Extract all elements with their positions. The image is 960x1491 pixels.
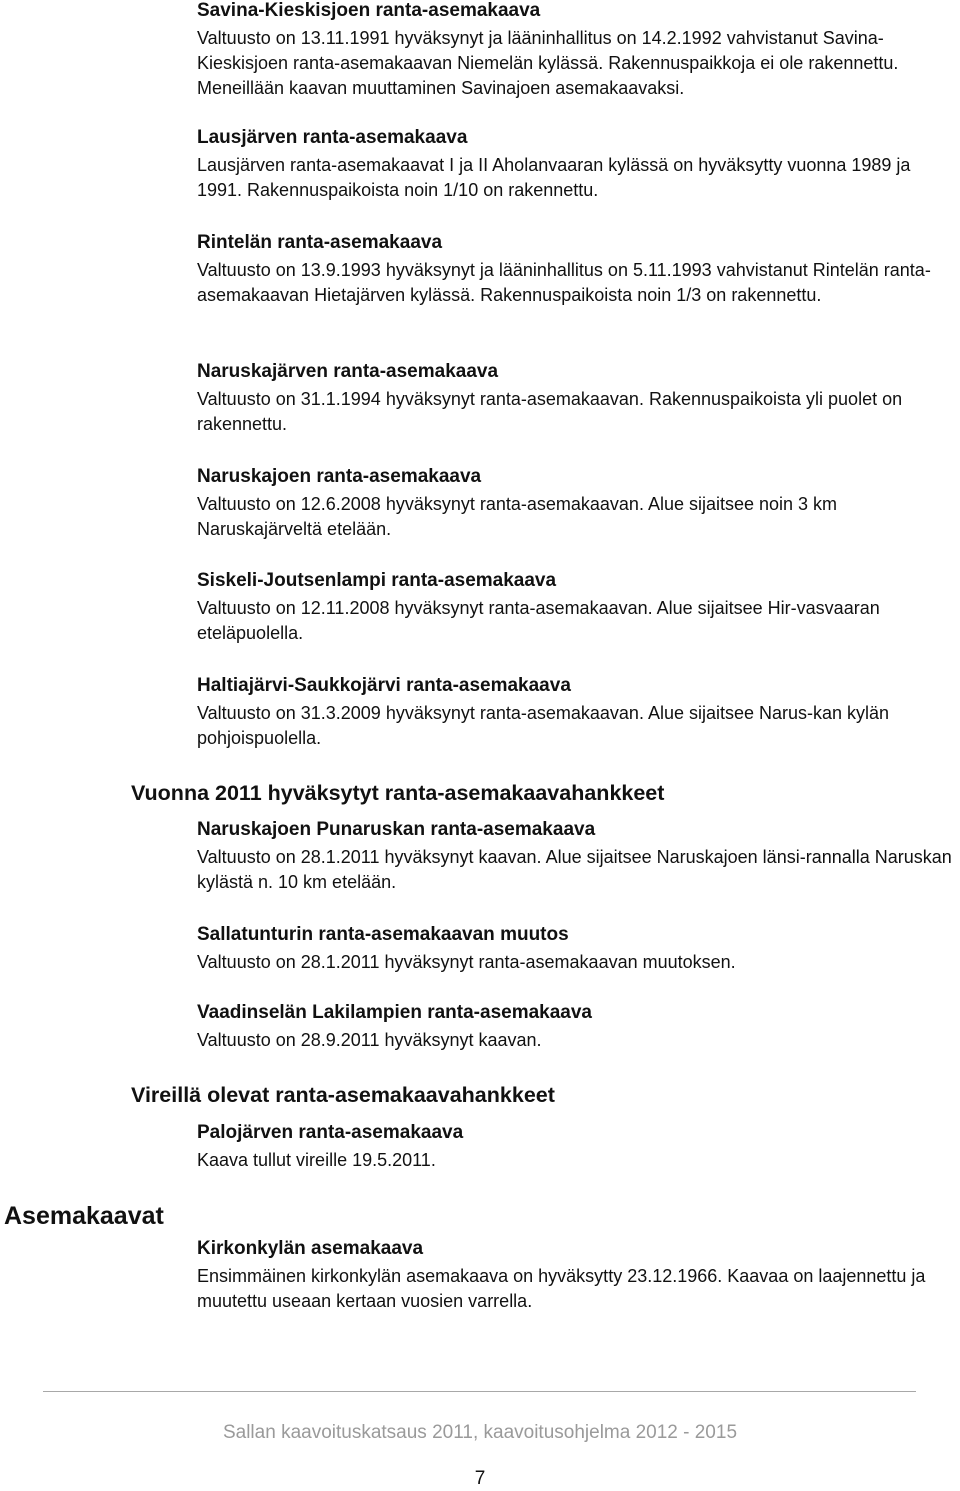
plan-entry-lausjarvi	[197, 125, 957, 203]
section-heading-approved-2011: Vuonna 2011 hyväksytyt ranta-asemakaavahankkeet	[131, 781, 665, 805]
plan-title: Savina-Kieskisjoen ranta-asemakaava	[197, 0, 541, 21]
section-heading-pending: Vireillä olevat ranta-asemakaavahankkeet	[131, 1083, 555, 1107]
plan-description: Valtuusto on 12.6.2008 hyväksynyt ranta-asemakaavan. Alue sijaitsee noin 3 km Naruskajärveltä etelään.	[197, 494, 838, 539]
plan-title: Naruskajoen Punaruskan ranta-asemakaava	[197, 819, 596, 840]
plan-description: Valtuusto on 12.11.2008 hyväksynyt ranta-asemakaavan. Alue sijaitsee Hir-vasvaaran eteläpuolella.	[197, 598, 880, 643]
footer-title: Sallan kaavoituskatsaus 2011, kaavoitusohjelma 2012 - 2015	[222, 1422, 738, 1443]
plan-title: Haltiajärvi-Saukkojärvi ranta-asemakaava	[197, 675, 571, 696]
page-number: 7	[474, 1468, 486, 1489]
plan-title: Sallatunturin ranta-asemakaavan muutos	[197, 924, 569, 945]
plan-description: Kaava tullut vireille 19.5.2011.	[197, 1150, 436, 1170]
footer-divider	[43, 1391, 916, 1392]
plan-description: Valtuusto on 28.1.2011 hyväksynyt ranta-asemakaavan muutoksen.	[197, 952, 736, 972]
plan-title: Kirkonkylän asemakaava	[197, 1238, 424, 1259]
plan-description: Valtuusto on 28.9.2011 hyväksynyt kaavan.	[197, 1030, 542, 1050]
side-label-asemakaavat: Asemakaavat	[4, 1202, 164, 1230]
plan-title: Palojärven ranta-asemakaava	[197, 1122, 464, 1143]
plan-entry-sallatunturi	[197, 922, 957, 975]
plan-entry-siskeli-joutsenlampi	[197, 568, 957, 646]
plan-title: Naruskajärven ranta-asemakaava	[197, 361, 499, 382]
plan-description: Valtuusto on 31.3.2009 hyväksynyt ranta-asemakaavan. Alue sijaitsee Narus-kan kylän pohjoispuolella.	[197, 703, 890, 748]
plan-description: Lausjärven ranta-asemakaavat I ja II Aholanvaaran kylässä on hyväksytty vuonna 1989 ja 1991. Rakennuspaikoista noin 1/10 on rakennettu.	[197, 155, 911, 200]
plan-entry-punaruska	[197, 817, 957, 895]
plan-entry-naruskajoki	[197, 464, 957, 542]
plan-description: Valtuusto on 31.1.1994 hyväksynyt ranta-asemakaavan. Rakennuspaikoista yli puolet on rakennettu.	[197, 389, 903, 434]
plan-title: Lausjärven ranta-asemakaava	[197, 127, 468, 148]
plan-entry-vaadinsela	[197, 1000, 957, 1053]
plan-entry-haltiajarvi-saukkojarvi	[197, 673, 957, 751]
plan-description: Valtuusto on 13.11.1991 hyväksynyt ja lääninhallitus on 14.2.1992 vahvistanut Savina-Kieskisjoen ranta-asemakaavan Niemelän kylässä. Rakennuspaikkoja ei ole rakennettu. Meneillään kaavan muuttaminen Savinajoen asemakaavaksi.	[197, 28, 899, 98]
plan-title: Naruskajoen ranta-asemakaava	[197, 466, 482, 487]
plan-entry-kirkonkyla	[197, 1236, 957, 1314]
plan-description: Valtuusto on 13.9.1993 hyväksynyt ja lääninhallitus on 5.11.1993 vahvistanut Rintelän ranta-asemakaavan Hietajärven kylässä. Rakennuspaikoista noin 1/3 on rakennettu.	[197, 260, 931, 305]
plan-title: Rintelän ranta-asemakaava	[197, 232, 443, 253]
plan-entry-savina-kieskisjoki	[197, 0, 957, 101]
plan-entry-naruskajarvi	[197, 359, 957, 437]
plan-entry-palojarvi	[197, 1120, 957, 1173]
plan-description: Ensimmäinen kirkonkylän asemakaava on hyväksytty 23.12.1966. Kaavaa on laajennettu ja muutettu useaan kertaan vuosien varrella.	[197, 1266, 926, 1311]
plan-entry-rintela	[197, 230, 957, 308]
plan-title: Siskeli-Joutsenlampi ranta-asemakaava	[197, 570, 557, 591]
plan-description: Valtuusto on 28.1.2011 hyväksynyt kaavan. Alue sijaitsee Naruskajoen länsi-rannalla Naruskan kylästä n. 10 km etelään.	[197, 847, 952, 892]
plan-title: Vaadinselän Lakilampien ranta-asemakaava	[197, 1002, 592, 1023]
